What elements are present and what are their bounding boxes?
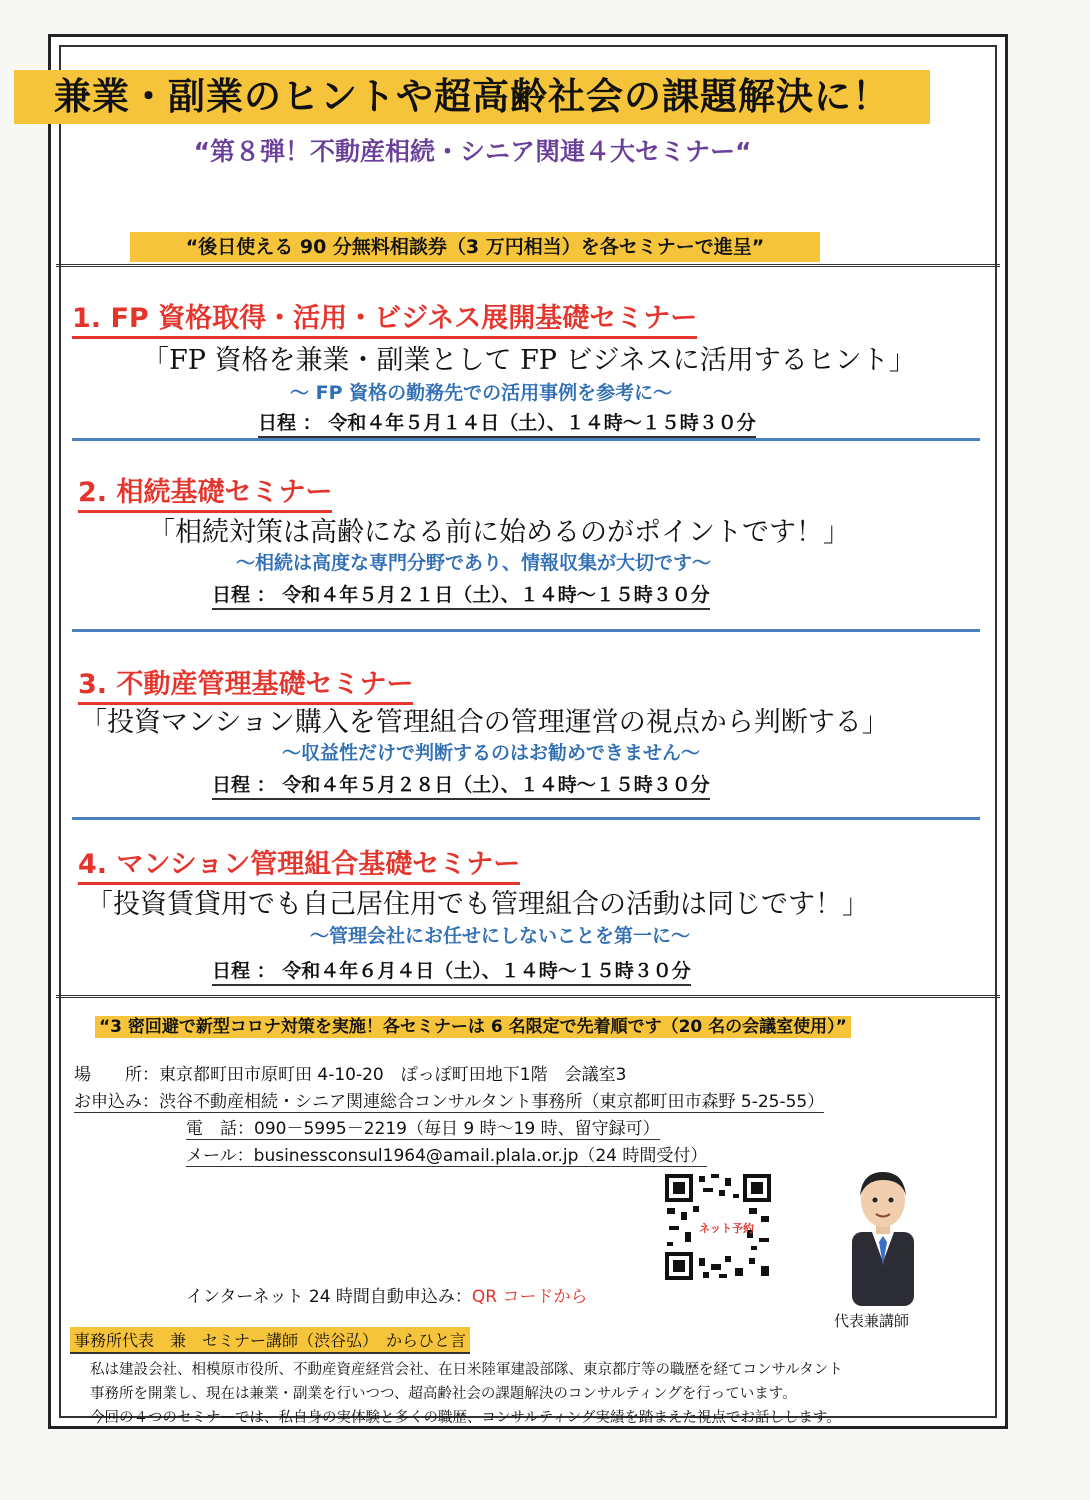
seminar-1-date: 日程 ： 令和４年５月１４日（土）、１４時～１５時３０分: [258, 408, 756, 438]
seminar-2-date: 日程 ： 令和４年５月２１日（土）、１４時～１５時３０分: [212, 580, 710, 610]
seminar-divider: [72, 817, 980, 820]
phone-info: 電 話：090－5995－2219（毎日 9 時～19 時、留守録可）: [186, 1114, 660, 1140]
seminar-divider: [72, 629, 980, 632]
flyer-subtitle: “第８弾！不動産相続・シニア関連４大セミナー“: [193, 137, 752, 166]
bio-heading: 事務所代表 兼 セミナー講師（渋谷弘） からひと言: [70, 1327, 470, 1354]
seminar-divider: [72, 438, 980, 441]
seminars-divider: [56, 995, 1000, 998]
instructor-avatar: [838, 1166, 928, 1306]
seminar-2-subtitle: ～相続は高度な専門分野であり、情報収集が大切です～: [236, 552, 712, 574]
flyer-title: 兼業・副業のヒントや超高齢社会の課題解決に！: [14, 70, 930, 124]
instructor-illustration-icon: [838, 1166, 928, 1306]
qr-caption: ネット予約: [699, 1222, 754, 1235]
internet-label: インターネット 24 時間自動申込み：: [186, 1287, 472, 1307]
internet-application: [186, 1282, 588, 1307]
application-info: お申込み：渋谷不動産相続・シニア関連総合コンサルタント事務所（東京都町田市森野 5-25-55）: [74, 1087, 824, 1113]
bio-line: 私は建設会社、相模原市役所、不動産資産経営会社、在日米陸軍建設部隊、東京都庁等の職歴を経てコンサルタント: [90, 1362, 843, 1378]
seminar-2-heading: 2. 相続基礎セミナー: [78, 470, 332, 513]
seminar-3-heading: 3. 不動産管理基礎セミナー: [78, 662, 413, 705]
qr-code[interactable]: [663, 1172, 773, 1282]
bio-line: 今回の４つのセミナーでは、私自身の実体験と多くの職歴、コンサルティング実績を踏まえた視点でお話しします。: [90, 1410, 841, 1426]
instructor-caption: 代表兼講師: [834, 1312, 910, 1330]
seminar-2-quote: 「相続対策は高齢になる前に始めるのがポイントです！」: [148, 517, 850, 548]
bio-line: 事務所を開業し、現在は兼業・副業を行いつつ、超高齢社会の課題解決のコンサルティングを行っています。: [90, 1386, 797, 1402]
seminar-4-subtitle: ～管理会社にお任せにしないことを第一に～: [310, 925, 691, 947]
seminar-1-subtitle: ～ FP 資格の勤務先での活用事例を参考に～: [290, 382, 673, 404]
seminar-1-heading: 1. FP 資格取得・活用・ビジネス展開基礎セミナー: [72, 296, 697, 339]
header-divider: [56, 264, 1000, 267]
seminar-1-quote: 「FP 資格を兼業・副業として FP ビジネスに活用するヒント」: [142, 345, 916, 376]
seminar-4-quote: 「投資賃貸用でも自己居住用でも管理組合の活動は同じです！」: [86, 889, 869, 920]
email-info[interactable]: メール：businessconsul1964@amail.plala.or.jp（24 時間受付）: [186, 1141, 707, 1167]
seminar-4-date: 日程 ： 令和４年６月４日（土）、１４時～１５時３０分: [212, 956, 691, 986]
covid-notice: “3 密回避で新型コロナ対策を実施！各セミナーは 6 名限定で先着順です（20 名の会議室使用）”: [95, 1016, 851, 1038]
seminar-4-heading: 4. マンション管理組合基礎セミナー: [78, 842, 520, 885]
seminar-3-date: 日程 ： 令和４年５月２８日（土）、１４時～１５時３０分: [212, 770, 710, 800]
seminar-3-quote: 「投資マンション購入を管理組合の管理運営の視点から判断する」: [80, 707, 889, 738]
venue-info: 場 所：東京都町田市原町田 4-10-20 ぽっぽ町田地下1階 会議室3: [74, 1065, 627, 1085]
seminar-3-subtitle: ～収益性だけで判断するのはお勧めできません～: [282, 742, 701, 764]
free-consultation-notice: “後日使える 90 分無料相談券（3 万円相当）を各セミナーで進呈”: [130, 232, 820, 262]
qr-link[interactable]: QR コードから: [471, 1287, 588, 1307]
